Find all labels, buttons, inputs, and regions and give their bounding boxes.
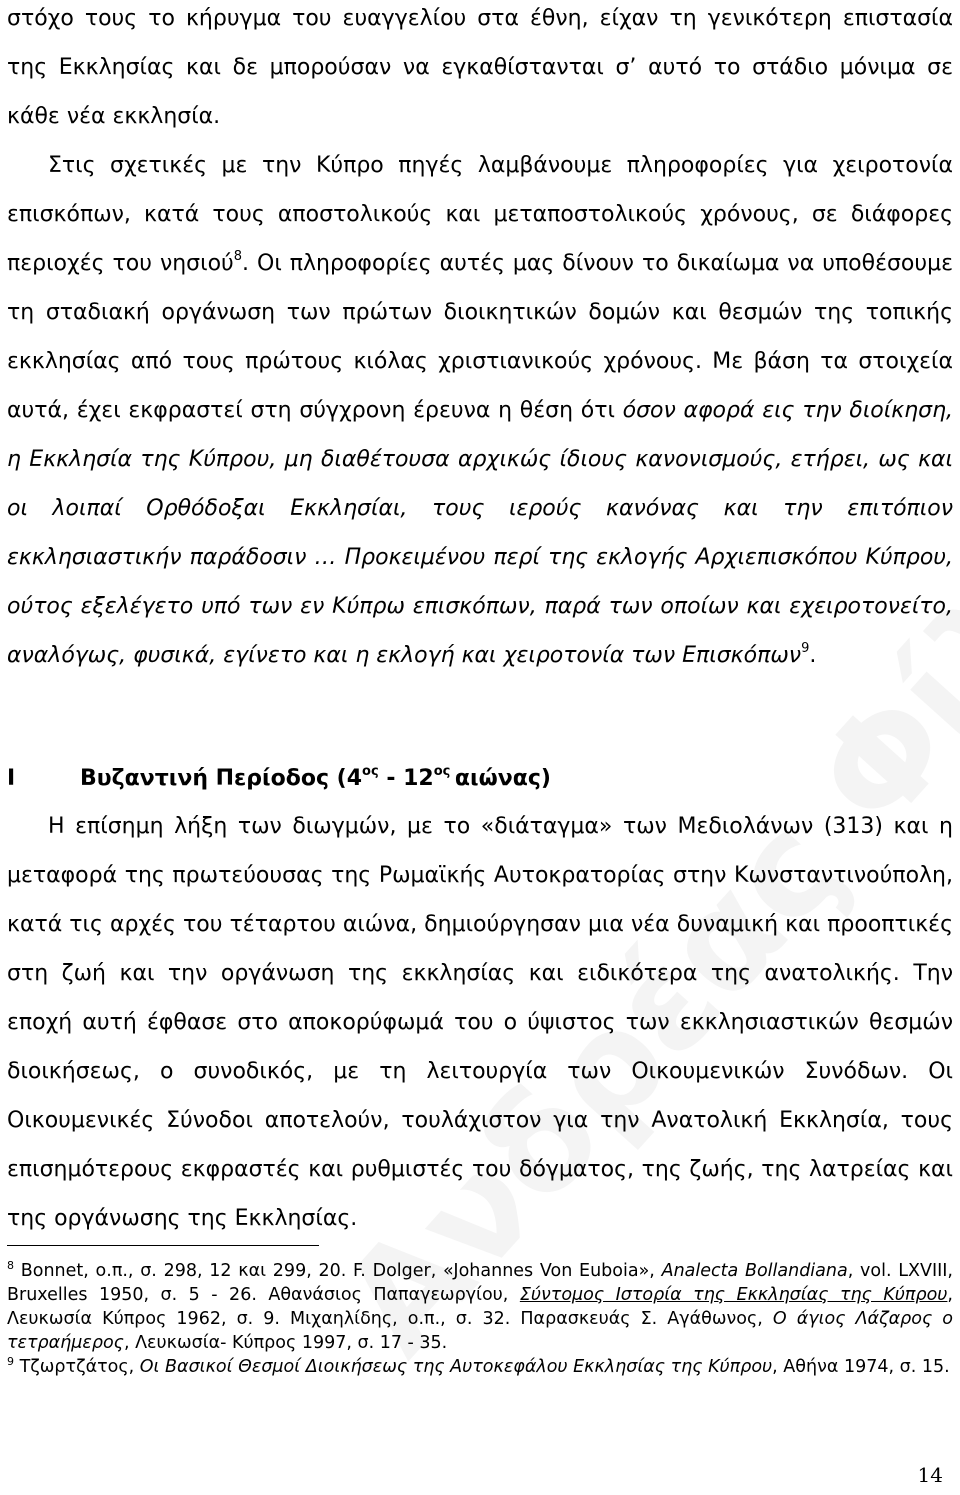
footnote-8 (7, 1259, 953, 1355)
section-number: Ι (7, 766, 16, 791)
footnotes (7, 1259, 953, 1379)
footnote-ref-8[interactable]: 8 (233, 249, 243, 264)
section-heading (7, 754, 953, 803)
document-page (7, 0, 953, 1495)
footnote-9 (7, 1355, 953, 1379)
footnote-8-text-g: , Λευκωσία- Κύπρος 1997, σ. 17 - 35. (123, 1333, 448, 1353)
footnote-8-text-e: , Λευκωσία Κύπρος 1962, σ. 9. Μιχαηλίδης, ο.π., σ. 32. Παρασκευάς Σ. Αγάθωνος, (7, 1285, 953, 1329)
footnote-8-title-2: Σύντομος Ιστορία της Εκκλησίας της Κύπρου (519, 1285, 948, 1305)
section-title-c: αιώνας) (454, 766, 551, 791)
footnote-9-title: Οι Βασικοί Θεσμοί Διοικήσεως της Αυτοκεφάλου Εκκλησίας της Κύπρου (139, 1357, 773, 1377)
paragraph-2: Η επίσημη λήξη των διωγμών, με το «διάταγμα» των Μεδιολάνων (313) και η μεταφορά της πρωτεύουσας της Ρωμαϊκής Αυτοκρατορίας στην Κωνσταντινούπολη, κατά τις αρχές του τέταρτου αιώνα, δημιούργησαν μια νέα δυναμική και προοπτικές στη ζωή και την οργάνωση της εκκλησίας και ειδικότερα της ανατολικής. Την εποχή αυτή έφθασε στο αποκορύφωμά του ο ύψιστος των εκκλησιαστικών θεσμών διοικήσεως, ο συνοδικός, με τη λειτουργία των Οικουμενικών Συνόδων. Οι Οικουμενικές Σύνοδοι αποτελούν, τουλάχιστον για την Ανατολική Εκκλησία, τους επισημότερους εκφραστές και ρυθμιστές του δόγματος, της ζωής, της λατρείας και της οργάνωσης της Εκκλησίας. (7, 814, 953, 1231)
page-number: 14 (917, 1463, 943, 1487)
section-title-a: Βυζαντινή Περίοδος (4 (80, 766, 363, 791)
footnote-9-text-a: Τζωρτζάτος, (14, 1357, 140, 1377)
paragraph-1-sentence-3: . Οι πληροφορίες αυτές μας δίνουν το δικαίωμα να υποθέσουμε τη σταδιακή οργάνωση των πρώτων διοικητικών δομών και θεσμών της τοπικής εκκλησίας από τους πρώτους κιόλας χριστιανικούς χρόνους. Με βάση τα στοιχεία αυτά, έχει εκφραστεί στη σύγχρονη έρευνα η θέση ότι (7, 251, 954, 423)
section-title-b: - 12 (378, 766, 434, 791)
footnote-8-number: 8 (7, 1259, 14, 1272)
footnote-8-text-c: , vol. LXVIII, Bruxelles 1950, σ. 5 - 26. Αθανάσιος Παπαγεωργίου, (7, 1261, 953, 1305)
quotation: όσον αφορά εις την διοίκηση, η Εκκλησία της Κύπρου, μη διαθέτουσα αρχικώς ίδιους κανονισμούς, ετήρει, ως και οι λοιπαί Ορθόδοξαι Εκκλησίαι, τους ιερούς κανόνας και την επιτόπιον εκκλησιαστικήν παράδοσιν … Προκειμένου περί της εκλογής Αρχιεπισκόπου Κύπρου, ούτος εξελέγετο υπό των εν Κύπρω επισκόπων, παρά των οποίων και εχειροτονείτο, αναλόγως, φυσικά, εγίνετο και η εκλογή και χειροτονία των Επισκόπων (7, 398, 954, 668)
footnote-8-title-1: Analecta Bollandiana (661, 1261, 848, 1281)
footnote-8-title-3: Ο άγιος Λάζαρος ο τετραήμερος (7, 1309, 953, 1353)
footnote-9-text-c: , Αθήνα 1974, σ. 15. (772, 1357, 950, 1377)
footnote-separator (7, 1245, 319, 1246)
paragraph-1-sentence-1: στόχο τους το κήρυγμα του ευαγγελίου στα έθνη, είχαν τη γενικότερη επιστασία της Εκκλησίας και δε μπορούσαν να εγκαθίστανται σ’ αυτό το στάδιο μόνιμα σε κάθε νέα εκκλησία. (7, 6, 953, 129)
paragraph-1 (7, 0, 953, 680)
paragraph-1-end: . (809, 643, 817, 668)
section-title-sup-1: ος (362, 764, 379, 779)
footnote-8-text-a: Bonnet, ο.π., σ. 298, 12 και 299, 20. F. Dolger, «Johannes Von Euboia», (14, 1261, 662, 1281)
section-title-sup-2: ος (433, 764, 455, 779)
footnote-ref-9[interactable]: 9 (801, 641, 810, 656)
footnote-9-number: 9 (7, 1355, 14, 1368)
paragraph-1-sentence-2: Στις σχετικές με την Κύπρο πηγές λαμβάνουμε πληροφορίες για χειροτονία επισκόπων, κατά τους αποστολικούς και μεταποστολικούς χρόνους, σε διάφορες περιοχές του νησιού (7, 153, 953, 276)
